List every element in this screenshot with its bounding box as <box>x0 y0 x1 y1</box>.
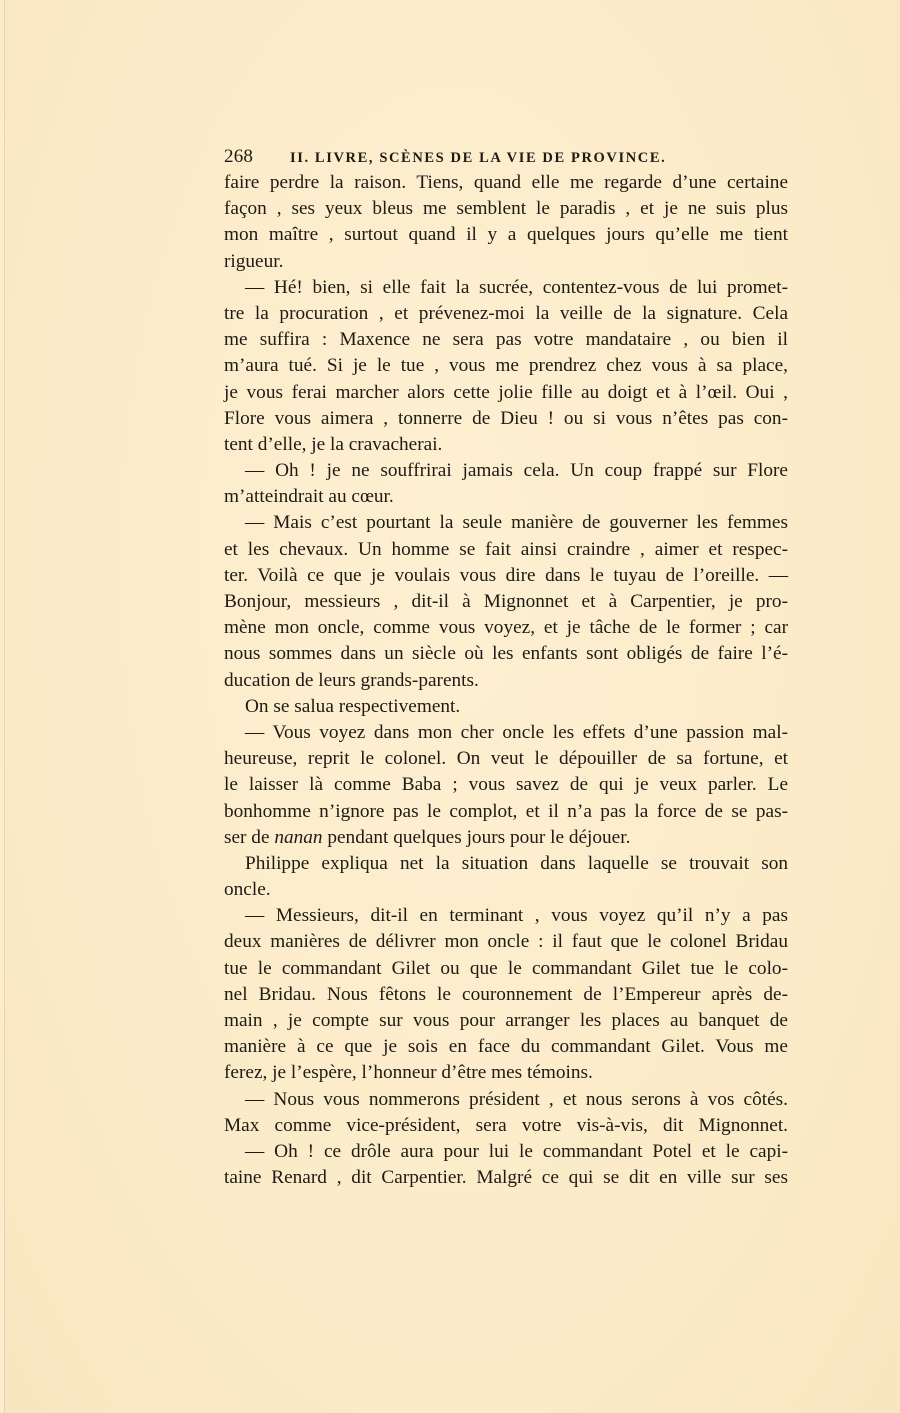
text-line: mon maître , surtout quand il y a quelques jours qu’elle me tient <box>224 224 788 246</box>
text-line: ter. Voilà ce que je voulais vous dire dans le tuyau de l’oreille. — <box>224 564 788 586</box>
text-line: heureuse, reprit le colonel. On veut le dépouiller de sa fortune, et <box>224 748 788 770</box>
text-line: m’atteindrait au cœur. <box>224 486 394 508</box>
text-line: nous sommes dans un siècle où les enfants sont obligés de faire l’é- <box>224 643 788 665</box>
text-line: — Nous vous nommerons président , et nous serons à vos côtés. <box>245 1088 788 1110</box>
text-line: le laisser là comme Baba ; vous savez de qui je veux parler. Le <box>224 774 788 796</box>
text-line: et les chevaux. Un homme se fait ainsi craindre , aimer et respec- <box>224 538 788 560</box>
text-line: — Vous voyez dans mon cher oncle les effets d’une passion mal- <box>245 721 788 743</box>
text-line: ferez, je l’espère, l’honneur d’être mes témoins. <box>224 1062 593 1084</box>
book-page <box>4 0 900 1413</box>
text-line: manière à ce que je sois en face du commandant Gilet. Vous me <box>224 1036 788 1058</box>
text-line: Max comme vice-président, sera votre vis-à-vis, dit Mignonnet. <box>224 1114 788 1136</box>
running-head <box>224 146 788 170</box>
text-line: — Hé! bien, si elle fait la sucrée, contentez-vous de lui promet- <box>245 276 788 298</box>
text-line: tre la procuration , et prévenez-moi la veille de la signature. Cela <box>224 302 788 324</box>
body-text <box>224 170 788 1191</box>
text-line: main , je compte sur vous pour arranger les places au banquet de <box>224 1010 788 1031</box>
text-line: — Messieurs, dit-il en terminant , vous voyez qu’il n’y a pas <box>245 905 788 927</box>
text-line: ducation de leurs grands-parents. <box>224 669 479 691</box>
text-line: rigueur. <box>224 250 284 272</box>
text-block <box>224 146 788 1191</box>
text-line: mène mon oncle, comme vous voyez, et je tâche de le former ; car <box>224 617 788 639</box>
text-line: oncle. <box>224 879 271 901</box>
running-title: II. LIVRE, SCÈNES DE LA VIE DE PROVINCE. <box>290 150 667 166</box>
text-line: faire perdre la raison. Tiens, quand elle me regarde d’une certaine <box>224 172 788 193</box>
text-line: — Oh ! je ne souffrirai jamais cela. Un coup frappé sur Flore <box>245 460 788 482</box>
text-line: tue le commandant Gilet ou que le commandant Gilet tue le colo- <box>224 957 788 979</box>
text-segment: pendant quelques jours pour le déjouer. <box>322 826 631 848</box>
text-line: Philippe expliqua net la situation dans laquelle se trouvait son <box>245 852 788 874</box>
italic-word: nanan <box>274 826 323 848</box>
page-number: 268 <box>224 146 254 167</box>
text-line: — Oh ! ce drôle aura pour lui le commandant Potel et le capi- <box>245 1140 788 1162</box>
text-line: On se salua respectivement. <box>245 695 461 717</box>
text-line <box>224 825 788 851</box>
text-line: tent d’elle, je la cravacherai. <box>224 433 443 455</box>
text-line: bonhomme n’ignore pas le complot, et il n’a pas la force de se pas- <box>224 800 788 822</box>
text-line: deux manières de délivrer mon oncle : il faut que le colonel Bridau <box>224 931 788 953</box>
text-line: nel Bridau. Nous fêtons le couronnement de l’Empereur après de- <box>224 983 788 1005</box>
text-line: je vous ferai marcher alors cette jolie fille au doigt et à l’œil. Oui , <box>224 381 788 403</box>
text-line: me suffira : Maxence ne sera pas votre mandataire , ou bien il <box>224 329 788 351</box>
text-line: m’aura tué. Si je le tue , vous me prendrez chez vous à sa place, <box>224 355 788 377</box>
text-line: façon , ses yeux bleus me semblent le paradis , et je ne suis plus <box>224 198 788 220</box>
text-segment: ser de <box>224 826 275 848</box>
text-line: Flore vous aimera , tonnerre de Dieu ! ou si vous n’êtes pas con- <box>224 407 788 429</box>
text-line: Bonjour, messieurs , dit-il à Mignonnet et à Carpentier, je pro- <box>224 591 788 612</box>
text-line: taine Renard , dit Carpentier. Malgré ce qui se dit en ville sur ses <box>224 1167 788 1189</box>
text-line: — Mais c’est pourtant la seule manière de gouverner les femmes <box>245 512 788 534</box>
